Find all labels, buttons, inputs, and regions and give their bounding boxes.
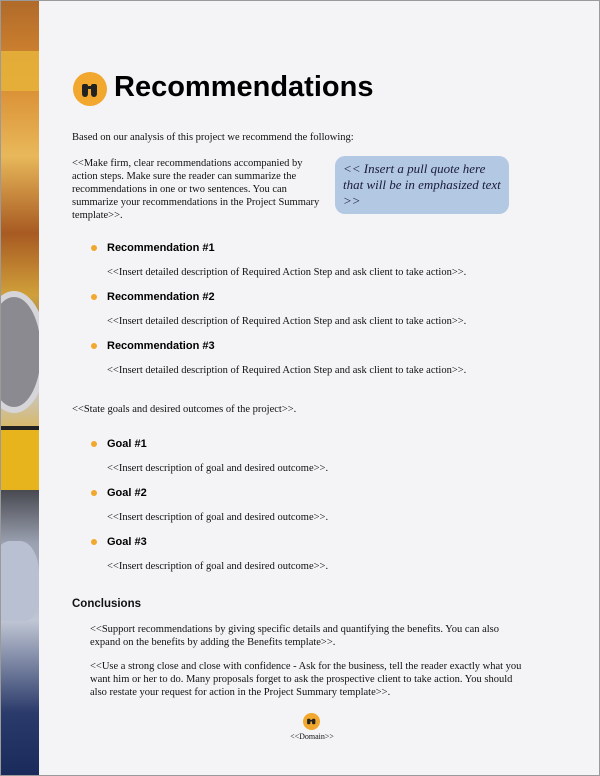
decorative-photo-strip: [1, 1, 39, 775]
page-title: Recommendations: [114, 71, 374, 103]
intro-text: Based on our analysis of this project we recommend the following:: [72, 132, 354, 143]
binoculars-icon: [73, 72, 107, 106]
goal-heading: Goal #1: [107, 438, 147, 450]
goal-description: <<Insert description of goal and desired outcome>>.: [107, 463, 329, 474]
bullet-icon: [91, 441, 97, 447]
gear-image: [1, 291, 39, 413]
conclusions-heading: Conclusions: [72, 598, 142, 610]
goal-heading: Goal #3: [107, 536, 147, 548]
pull-quote-box: << Insert a pull quote here that will be in emphasized text >>: [335, 156, 509, 214]
bullet-icon: [91, 294, 97, 300]
goals-intro-text: <<State goals and desired outcomes of the project>>.: [72, 404, 297, 415]
goal-description: <<Insert description of goal and desired outcome>>.: [107, 512, 329, 523]
hard-hat-image: [1, 541, 39, 621]
recommendation-description: <<Insert detailed description of Required Action Step and ask client to take action>>.: [107, 365, 467, 376]
bullet-icon: [91, 343, 97, 349]
conclusions-paragraph: <<Use a strong close and close with confidence - Ask for the business, tell the reader exactly what you want him or her to do. Many proposals forget to ask the prospective client to take action. You should also restate your request for action in the Project Summary template>>.: [90, 661, 522, 698]
bullet-icon: [91, 245, 97, 251]
bullet-icon: [91, 490, 97, 496]
conclusions-paragraph: <<Support recommendations by giving specific details and quantifying the benefits. You can also expand on the benefits by adding the Benefits template>>.: [90, 624, 500, 648]
lead-paragraph: <<Make firm, clear recommendations accompanied by action steps. Make sure the reader can summarize the recommendations in one or two sentences. You can summarize your recommendations in the Project Summary template>>.: [72, 158, 320, 221]
ruler-image: [1, 51, 39, 91]
tape-measure-image: [1, 426, 39, 490]
goal-heading: Goal #2: [107, 487, 147, 499]
recommendation-description: <<Insert detailed description of Required Action Step and ask client to take action>>.: [107, 316, 467, 327]
goal-description: <<Insert description of goal and desired outcome>>.: [107, 561, 329, 572]
recommendation-heading: Recommendation #3: [107, 340, 215, 352]
footer-domain: <<Domain>>: [290, 732, 334, 741]
recommendation-heading: Recommendation #2: [107, 291, 215, 303]
recommendation-description: <<Insert detailed description of Required Action Step and ask client to take action>>.: [107, 267, 467, 278]
footer-binoculars-icon: [303, 713, 320, 730]
recommendation-heading: Recommendation #1: [107, 242, 215, 254]
bullet-icon: [91, 539, 97, 545]
